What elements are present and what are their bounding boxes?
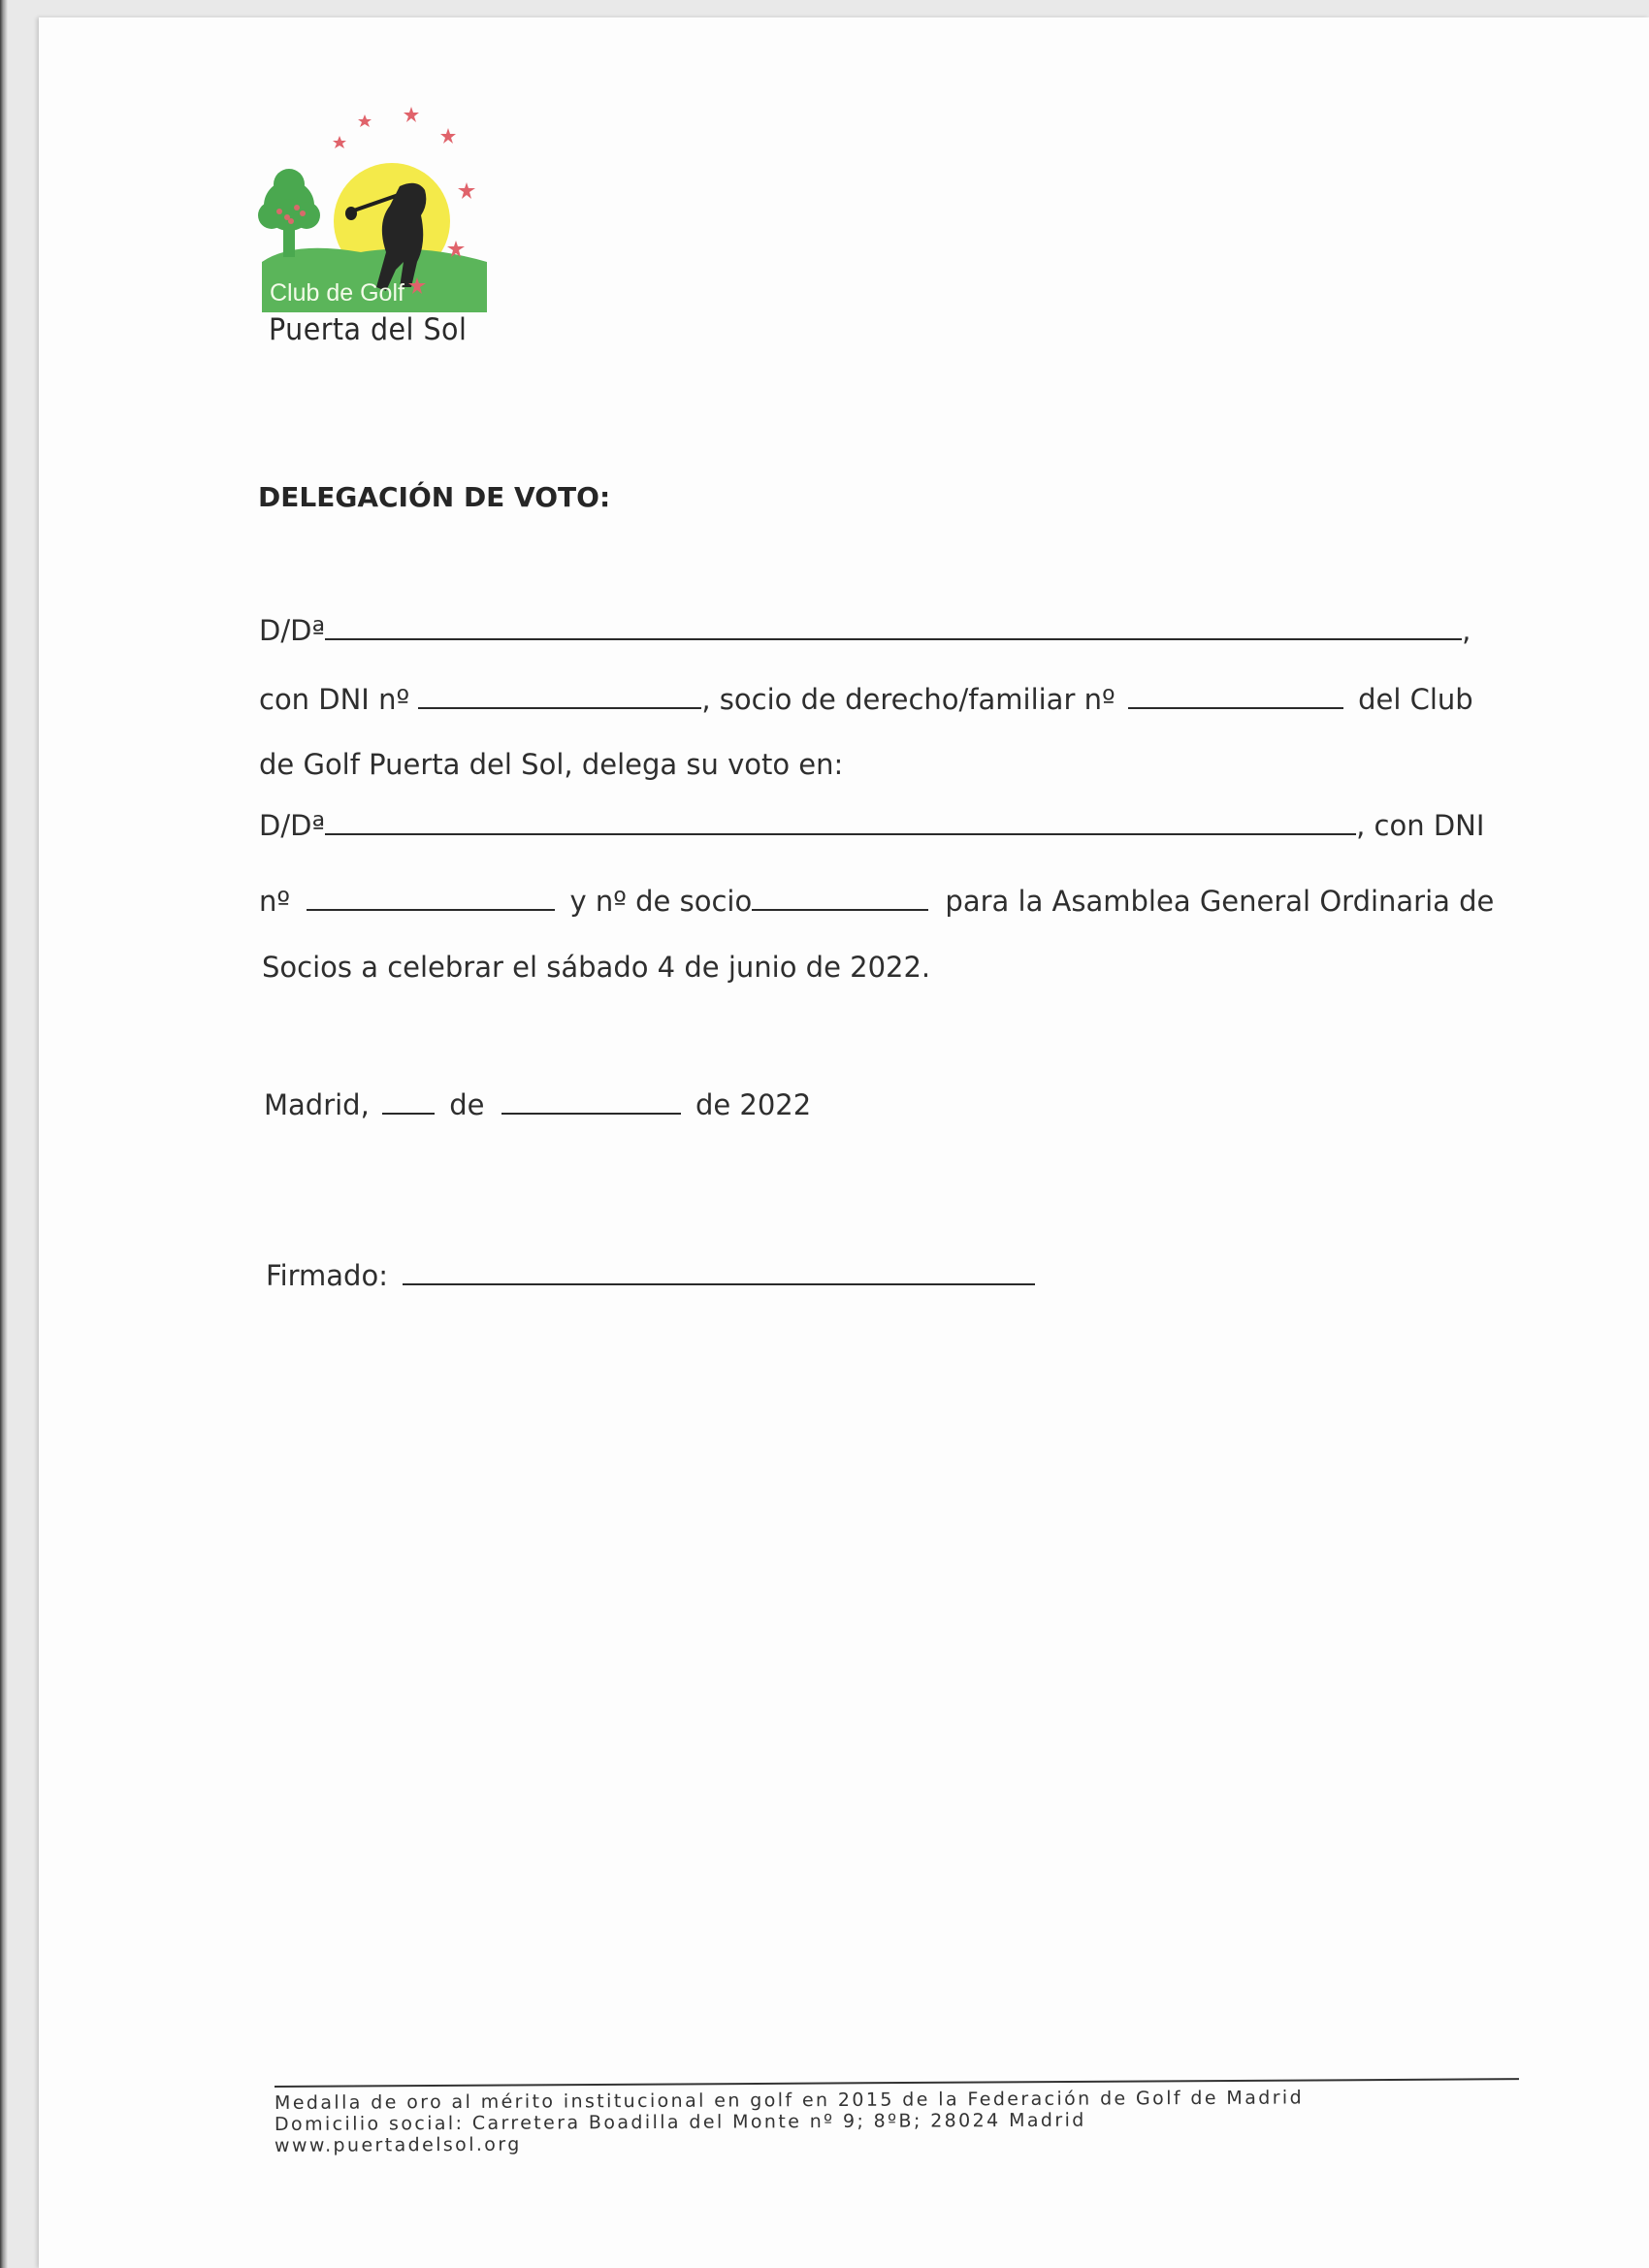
- name-field-delegate[interactable]: [325, 808, 1356, 835]
- page-title: DELEGACIÓN DE VOTO:: [258, 481, 611, 513]
- star-icon: [358, 114, 372, 127]
- form-line-4: [259, 808, 1484, 842]
- form-line-1: [259, 613, 1471, 647]
- club-logo: [254, 97, 492, 359]
- label-dda-1: D/Dª: [259, 614, 326, 647]
- form-line-3: [259, 748, 843, 781]
- footer: [274, 2087, 1305, 2156]
- comma: ,: [1462, 614, 1471, 647]
- star-icon: [458, 182, 475, 199]
- label-dni: con DNI nº: [259, 683, 410, 716]
- form-line-5: [259, 884, 1494, 918]
- logo-text-club: Club de Golf: [270, 279, 404, 307]
- member-number-field-delegator[interactable]: [1128, 682, 1343, 709]
- label-firmado: Firmado:: [266, 1259, 388, 1292]
- assembly-date-text: Socios a celebrar el sábado 4 de junio de 2022.: [262, 951, 931, 984]
- signature-field[interactable]: [403, 1258, 1035, 1285]
- form-line-2: [259, 682, 1473, 716]
- footer-website[interactable]: www.puertadelsol.org: [274, 2133, 522, 2156]
- date-line: [264, 1087, 811, 1121]
- delega-text: de Golf Puerta del Sol, delega su voto en:: [259, 748, 844, 781]
- label-no: nº: [259, 885, 291, 918]
- signature-line: [266, 1258, 1035, 1292]
- star-icon: [404, 107, 419, 122]
- label-year: de 2022: [695, 1088, 812, 1121]
- star-icon: [440, 128, 456, 144]
- star-icon: [333, 136, 346, 148]
- label-asamblea: para la Asamblea General Ordinaria de: [945, 885, 1495, 918]
- label-dda-2: D/Dª: [259, 809, 326, 842]
- label-socio-familiar: , socio de derecho/familiar nº: [701, 683, 1116, 716]
- footer-award: Medalla de oro al mérito institucional en golf en 2015 de la Federación de Golf de Madrid: [274, 2087, 1305, 2114]
- scan-edge-shadow: [0, 0, 8, 2268]
- logo-text-name: Puerta del Sol: [269, 312, 468, 347]
- member-number-field-delegate[interactable]: [752, 884, 928, 911]
- dni-field-delegate[interactable]: [307, 884, 555, 911]
- month-field[interactable]: [501, 1087, 681, 1115]
- dni-field-delegator[interactable]: [418, 682, 701, 709]
- form-line-6: [262, 951, 930, 984]
- name-field-delegator[interactable]: [325, 613, 1462, 640]
- label-madrid: Madrid,: [264, 1088, 370, 1121]
- label-de: de: [449, 1088, 485, 1121]
- day-field[interactable]: [382, 1087, 435, 1115]
- logo-tree-icon: [258, 169, 320, 257]
- label-del-club: del Club: [1358, 683, 1473, 716]
- label-con-dni: , con DNI: [1356, 809, 1485, 842]
- label-numero-socio: y nº de socio: [569, 885, 753, 918]
- footer-address: Domicilio social: Carretera Boadilla del Monte nº 9; 8ºB; 28024 Madrid: [274, 2109, 1086, 2135]
